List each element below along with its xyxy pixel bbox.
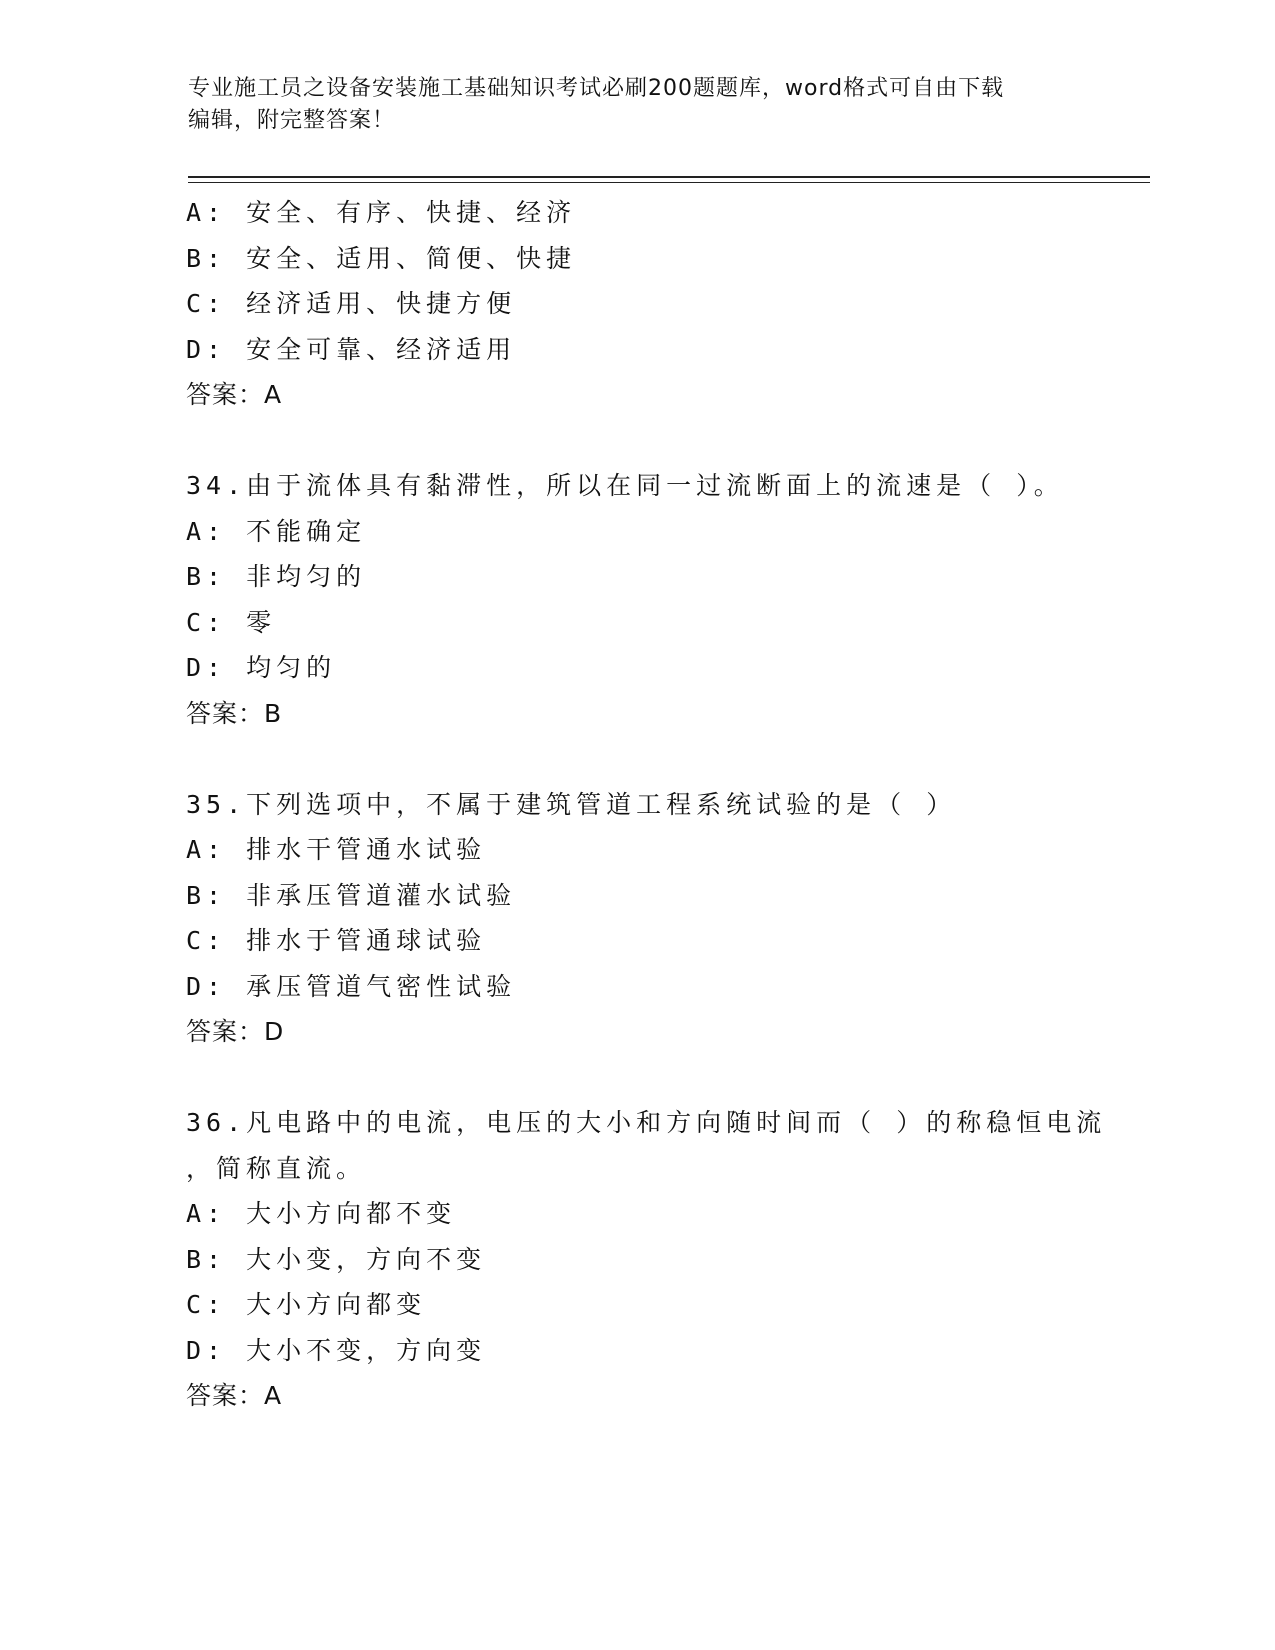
- option-a: A: 安全、有序、快捷、经济: [186, 198, 577, 227]
- header-divider-thin: [188, 182, 1150, 183]
- option-b: B: 安全、适用、简便、快捷: [186, 243, 577, 273]
- option-a: A: 不能确定: [186, 516, 367, 546]
- question-block-34: [186, 463, 1086, 736]
- question-text-line1: 36.凡电路中的电流，电压的大小和方向随时间而（ ）的称稳恒电流: [186, 1108, 1107, 1137]
- option-b: B: 非承压管道灌水试验: [186, 880, 517, 910]
- option-a: A: 排水干管通水试验: [186, 835, 487, 864]
- option-c: C: 零: [186, 607, 277, 637]
- answer-line: 答案：D: [186, 1017, 285, 1046]
- question-block-33-continued: [186, 190, 1086, 418]
- option-b: B: 非均匀的: [186, 562, 367, 591]
- answer-line: 答案：A: [186, 1381, 283, 1410]
- option-d: D: 承压管道气密性试验: [186, 971, 517, 1001]
- option-c: C: 经济适用、快捷方便: [186, 289, 517, 318]
- option-d: D: 均匀的: [186, 653, 337, 682]
- header-divider-thick: [188, 176, 1150, 178]
- question-list: [186, 190, 1107, 1419]
- header-title-line1: 专业施工员之设备安装施工基础知识考试必刷200题题库，word格式可自由下载: [188, 76, 1005, 101]
- option-c: C: 大小方向都变: [186, 1290, 427, 1319]
- answer-line: 答案：B: [186, 698, 283, 728]
- question-text: 34.由于流体具有黏滞性，所以在同一过流断面上的流速是（ ）。: [186, 471, 1064, 500]
- option-a: A: 大小方向都不变: [186, 1199, 457, 1228]
- answer-line: 答案：A: [186, 380, 283, 409]
- option-b: B: 大小变，方向不变: [186, 1244, 487, 1274]
- question-text: 35.下列选项中，不属于建筑管道工程系统试验的是（ ）: [186, 789, 957, 819]
- option-d: D: 大小不变，方向变: [186, 1335, 487, 1365]
- question-block-36: [186, 1100, 1107, 1419]
- document-header: [188, 73, 1068, 137]
- option-d: D: 安全可靠、经济适用: [186, 334, 517, 364]
- header-title-line2: 编辑，附完整答案！: [188, 108, 396, 133]
- option-c: C: 排水于管通球试验: [186, 926, 487, 955]
- question-block-35: [186, 782, 1086, 1055]
- question-text-line2: ，简称直流。: [186, 1153, 367, 1183]
